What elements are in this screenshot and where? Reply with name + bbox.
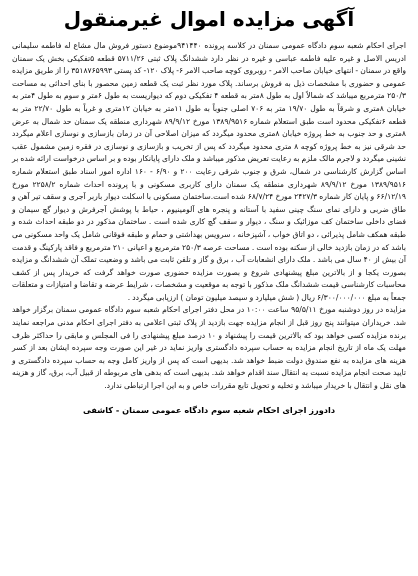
notice-title: آگهی مزایده اموال غیرمنقول [63,7,355,31]
notice-paragraph-details: اجرای احکام شعبه سوم دادگاه عمومی سمنان در کلاسه پرونده ۹۴۱۴۴۰موضوع دستور فروش مال مشاع له فاطمه سلیمانی ادریس الاصل و غیره علیه فاطمه عباسی و غیره در نظر دارد ششدانگ پلاک ثبتی ۵۷۱۱/۲۶ قطعه ۵تفکیکی بخش یک سمنان واقع در سمنان - انتهای خیابان صاحب الامر - روبروی کوچه صاحب الامر ۶- پلاک ۱۲۰- کد پستی ۳۵۱۸۷۶۵۹۹۳ را از طریق مزایده عمومی و حضوری با مشخصات ذیل به فروش برساند. پلاک مورد نظر ثبت یک قطعه زمین محصور با بنای احداثی به مساحت ۲۵۰/۳ مترمربع میباشد که شمالاً اول به طول ۸متر به قطعه ۴ تفکیکی دوم که دیواریست به طول ۶متر و سوم به طول ۴متر به خیابان ۸متری و شرقاً به طول ۱۹/۷۰ متر به ۷۰۶ اصلی جنوباً به طول ۱۱متر به خیابان ۱۲متری و غرباً به طول ۲۲/۷۰ متر به قطعه ۶تفکیکی محدود است طبق استعلام شماره ۱۳۸۹/۹۵۱۶ مورخ ۸۹/۹/۱۲ شهرداری منطقه یک سمنان حد شمال به عرض ۸متری و حد جنوب به خط پروژه خیابان ۸متری محدود میگردد که میزان اصلاحی آن در زمان بازسازی و نوسازی اعلام میگردد حد شرقی نیز به خط پروژه کوچه ۸ متری محدود میگردد که پس از تخریب و بازسازی و نوسازی در فقره زمین مشمول عقب نشینی میگردد و لاجرم مالک ملزم به رعایت تعریض مذکور میباشد و ملک دارای پایانکار بوده و بر اساس درخواست ارائه شده بر اساس گزارش کارشناسی در شمال، شرق و جنوب شرقی رعایت ۲۰۰ و ۶/۹۰ - ۱۶۰ اداره امور اسناد طبق استعلام شماره ۱۳۸۹/۹۵۱۶ مورخ ۸۹/۹/۱۲ شهرداری منطقه یک سمنان دارای کاربری مسکونی و با پرونده احداث شماره ۲۲۵۸/۲ مورخ ۶۶/۱۲/۱۹ و پایان کار شماره ۲۴۲۷/۳ مورخ ۶۸/۷/۲۴ شده است.ساختمان مسکونی با اسکلت دیوار باربر آجری و سقف تیر آهن و طاق ضربی و دارای نمای سنگ چینی سفید با آستانه و پنجره های آلومینیوم ، حیاط با پوشش آجرفرش و دیوار گچ سیمان و فضای داخلی ساختمان کف موزائیک و سنگ ، دیوار و سقف گچ کاری شده است . ساختمان مذکور در دو طبقه احداث شده و طبقه همکف شامل پذیرائی ، دو اتاق خواب ، آشپزخانه ، سرویس بهداشتی و حمام و طبقه فوقانی شامل یک واحد مسکونی می باشد که در زمان بازدید خالی از سکنه بوده است . مساحت عرصه ۲۵۰/۳ مترمربع و اعیانی ۲۱۰ مترمربع و فاقد پارکینگ و قدمت آن بیش از ۴۰ سال می باشد . ملک دارای انشعابات آب ، برق و گاز و تلفن ثابت می باشد و وضعیت تملک آن ششدانگ و مزایده بصورت یکجا و از بالاترین مبلغ پیشنهادی شروع و بصورت مزایده حضوری صورت خواهد گرفت که خریدار پس از کشف محاسبات کارشناسی قیمت ششدانگ ملک مذکور با توجه به موقعیت و مشخصات ، شرایط عرضه و تقاضا و امتیازات و متعلقات جمعاً به مبلغ ۶/۳۰۰/۰۰۰/۰۰۰ ریال ( شش میلیارد و سیصد میلیون تومان ) ارزیابی میگردد . [12,41,407,302]
notice-body [12,40,406,393]
notice-signature: دادورز اجرای احکام شعبه سوم دادگاه عمومی سمنان - کاشفی [82,404,336,415]
notice-paragraph-terms: مزایده در روز دوشنبه مورخ ۹۵/۵/۱۱ ساعت ۱۰:۰۰ در محل دفتر اجرای احکام شعبه سوم دادگاه عمومی سمنان برگزار خواهد شد. خریداران میتوانند پنج روز قبل از انجام مزایده جهت بازدید از پلاک ثبتی اعلامی به دفتر اجرای احکام مدنی مراجعه نمایند برنده مزایده کسی خواهد بود که بالاترین قیمت را پیشنهاد و ۱۰ درصد مبلغ پیشنهادی را فی المجلس و مابقی را حداکثر ظرف مهلت یک ماه از تاریخ انجام مزایده به حساب سپرده دادگستری واریز نماید در غیر این صورت وجه سپرده ایشان بعد از کسر هزینه های مزایده به نفع صندوق دولت ضبط خواهد شد. بدیهی است که پس از واریز کامل وجه به حساب سپرده دادگستری و تایید صحت انجام مزایده نسبت به انتقال سند اقدام خواهد شد. بدیهی است که بدهی های مربوطه از قبیل آب، برق، گاز و هزینه های نقل و انتقال با خریدار میباشد و تخلیه و تحویل تابع مقررات خاص و به این اجرا ارتباطی ندارد. [12,305,406,391]
